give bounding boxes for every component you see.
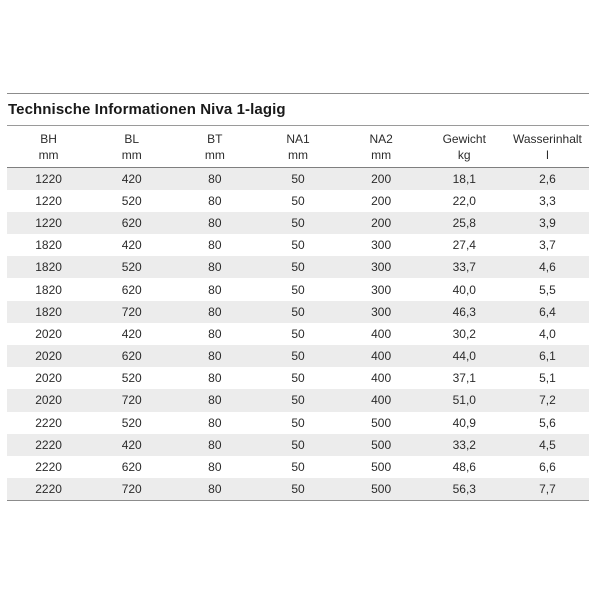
table-cell: 1820 — [35, 282, 62, 297]
table-cell: 6,1 — [539, 349, 556, 364]
table-cell: 520 — [121, 193, 142, 208]
column-label: BL — [124, 131, 140, 146]
table-cell: 80 — [208, 238, 222, 253]
column-unit: kg — [457, 147, 471, 162]
table-cell: 6,6 — [539, 460, 556, 475]
table-cell: 3,3 — [539, 193, 556, 208]
table-cell: 80 — [208, 282, 222, 297]
table-cell: 51,0 — [452, 393, 476, 408]
column-label: NA2 — [369, 131, 393, 146]
column-header-bt — [173, 126, 256, 168]
header-row — [7, 126, 589, 168]
table-cell: 1220 — [35, 215, 62, 230]
table-cell: 50 — [291, 215, 305, 230]
table-cell: 2220 — [35, 460, 62, 475]
table-cell: 3,9 — [539, 215, 556, 230]
table-cell: 50 — [291, 349, 305, 364]
table-row — [7, 478, 589, 500]
table-cell: 80 — [208, 415, 222, 430]
table-cell: 4,6 — [539, 260, 556, 275]
column-unit: mm — [204, 147, 225, 162]
table-row — [7, 168, 589, 190]
table-row — [7, 190, 589, 212]
table-cell: 80 — [208, 304, 222, 319]
table-cell: 620 — [121, 215, 142, 230]
table-cell: 520 — [121, 371, 142, 386]
table-head — [7, 126, 589, 168]
table-cell: 50 — [291, 437, 305, 452]
table-cell: 4,0 — [539, 326, 556, 341]
table-cell: 1220 — [35, 171, 62, 186]
table-body — [7, 168, 589, 501]
column-label: BT — [207, 131, 223, 146]
table-cell: 420 — [121, 437, 142, 452]
table-cell: 48,6 — [452, 460, 476, 475]
table-cell: 37,1 — [452, 371, 476, 386]
table-cell: 200 — [371, 193, 392, 208]
table-cell: 2220 — [35, 437, 62, 452]
table-cell: 2020 — [35, 371, 62, 386]
table-row — [7, 367, 589, 389]
table-cell: 420 — [121, 326, 142, 341]
table-cell: 5,5 — [539, 282, 556, 297]
table-cell: 50 — [291, 282, 305, 297]
column-header-bh — [7, 126, 90, 168]
table-cell: 80 — [208, 437, 222, 452]
table-cell: 80 — [208, 171, 222, 186]
table-cell: 56,3 — [452, 481, 476, 496]
table-cell: 80 — [208, 349, 222, 364]
table-cell: 50 — [291, 460, 305, 475]
section-title: Technische Informationen Niva 1-lagig — [8, 101, 286, 118]
table-cell: 620 — [121, 349, 142, 364]
table-cell: 300 — [371, 304, 392, 319]
table-cell: 1220 — [35, 193, 62, 208]
table-cell: 200 — [371, 215, 392, 230]
table-row — [7, 256, 589, 278]
table-cell: 44,0 — [452, 349, 476, 364]
table-cell: 22,0 — [452, 193, 476, 208]
table-cell: 500 — [371, 437, 392, 452]
table-cell: 1820 — [35, 304, 62, 319]
table-cell: 2220 — [35, 481, 62, 496]
column-label: BH — [40, 131, 57, 146]
table-row — [7, 301, 589, 323]
table-cell: 2220 — [35, 415, 62, 430]
table-cell: 50 — [291, 393, 305, 408]
column-header-bl — [90, 126, 173, 168]
table-cell: 80 — [208, 326, 222, 341]
table-cell: 2020 — [35, 393, 62, 408]
table-row — [7, 389, 589, 411]
table-cell: 500 — [371, 415, 392, 430]
table-cell: 500 — [371, 481, 392, 496]
table-cell: 18,1 — [452, 171, 476, 186]
table-cell: 46,3 — [452, 304, 476, 319]
table-row — [7, 412, 589, 434]
table-cell: 2,6 — [539, 171, 556, 186]
table-cell: 1820 — [35, 238, 62, 253]
tech-info-section — [7, 93, 589, 501]
column-header-wasserinhalt — [506, 126, 589, 168]
table-cell: 7,2 — [539, 393, 556, 408]
table-cell: 50 — [291, 238, 305, 253]
tech-info-table — [7, 125, 589, 501]
table-cell: 50 — [291, 415, 305, 430]
table-cell: 5,1 — [539, 371, 556, 386]
column-label: Gewicht — [442, 131, 486, 146]
table-cell: 200 — [371, 171, 392, 186]
column-header-na1 — [256, 126, 339, 168]
table-cell: 1820 — [35, 260, 62, 275]
column-label: NA1 — [286, 131, 310, 146]
table-cell: 80 — [208, 260, 222, 275]
table-cell: 2020 — [35, 349, 62, 364]
table-cell: 50 — [291, 326, 305, 341]
table-cell: 400 — [371, 326, 392, 341]
table-row — [7, 434, 589, 456]
table-row — [7, 212, 589, 234]
table-cell: 720 — [121, 393, 142, 408]
table-cell: 80 — [208, 193, 222, 208]
table-cell: 33,2 — [452, 437, 476, 452]
table-cell: 620 — [121, 460, 142, 475]
table-cell: 3,7 — [539, 238, 556, 253]
table-row — [7, 234, 589, 256]
table-cell: 420 — [121, 171, 142, 186]
table-cell: 520 — [121, 260, 142, 275]
table-row — [7, 323, 589, 345]
table-row — [7, 278, 589, 300]
table-cell: 400 — [371, 371, 392, 386]
table-cell: 33,7 — [452, 260, 476, 275]
column-unit: mm — [371, 147, 392, 162]
table-cell: 520 — [121, 415, 142, 430]
table-cell: 27,4 — [452, 238, 476, 253]
table-cell: 40,9 — [452, 415, 476, 430]
column-label: Wasserinhalt — [512, 131, 582, 146]
column-unit: mm — [121, 147, 142, 162]
table-cell: 420 — [121, 238, 142, 253]
table-cell: 6,4 — [539, 304, 556, 319]
table-cell: 80 — [208, 481, 222, 496]
table-cell: 50 — [291, 193, 305, 208]
table-cell: 80 — [208, 393, 222, 408]
column-header-na2 — [340, 126, 423, 168]
table-cell: 80 — [208, 371, 222, 386]
table-cell: 620 — [121, 282, 142, 297]
table-cell: 50 — [291, 260, 305, 275]
column-unit: mm — [287, 147, 308, 162]
table-cell: 300 — [371, 282, 392, 297]
table-cell: 720 — [121, 481, 142, 496]
table-cell: 25,8 — [452, 215, 476, 230]
table-cell: 400 — [371, 349, 392, 364]
table-cell: 40,0 — [452, 282, 476, 297]
table-cell: 4,5 — [539, 437, 556, 452]
table-cell: 720 — [121, 304, 142, 319]
table-cell: 400 — [371, 393, 392, 408]
table-row — [7, 345, 589, 367]
table-cell: 300 — [371, 238, 392, 253]
table-cell: 80 — [208, 460, 222, 475]
column-header-gewicht — [423, 126, 506, 168]
table-row — [7, 456, 589, 478]
table-cell: 2020 — [35, 326, 62, 341]
table-cell: 50 — [291, 171, 305, 186]
column-unit: l — [546, 147, 549, 162]
table-cell: 7,7 — [539, 481, 556, 496]
table-cell: 50 — [291, 304, 305, 319]
table-cell: 80 — [208, 215, 222, 230]
table-cell: 50 — [291, 371, 305, 386]
table-cell: 300 — [371, 260, 392, 275]
column-unit: mm — [38, 147, 59, 162]
table-cell: 500 — [371, 460, 392, 475]
table-cell: 30,2 — [452, 326, 476, 341]
table-cell: 50 — [291, 481, 305, 496]
table-cell: 5,6 — [539, 415, 556, 430]
